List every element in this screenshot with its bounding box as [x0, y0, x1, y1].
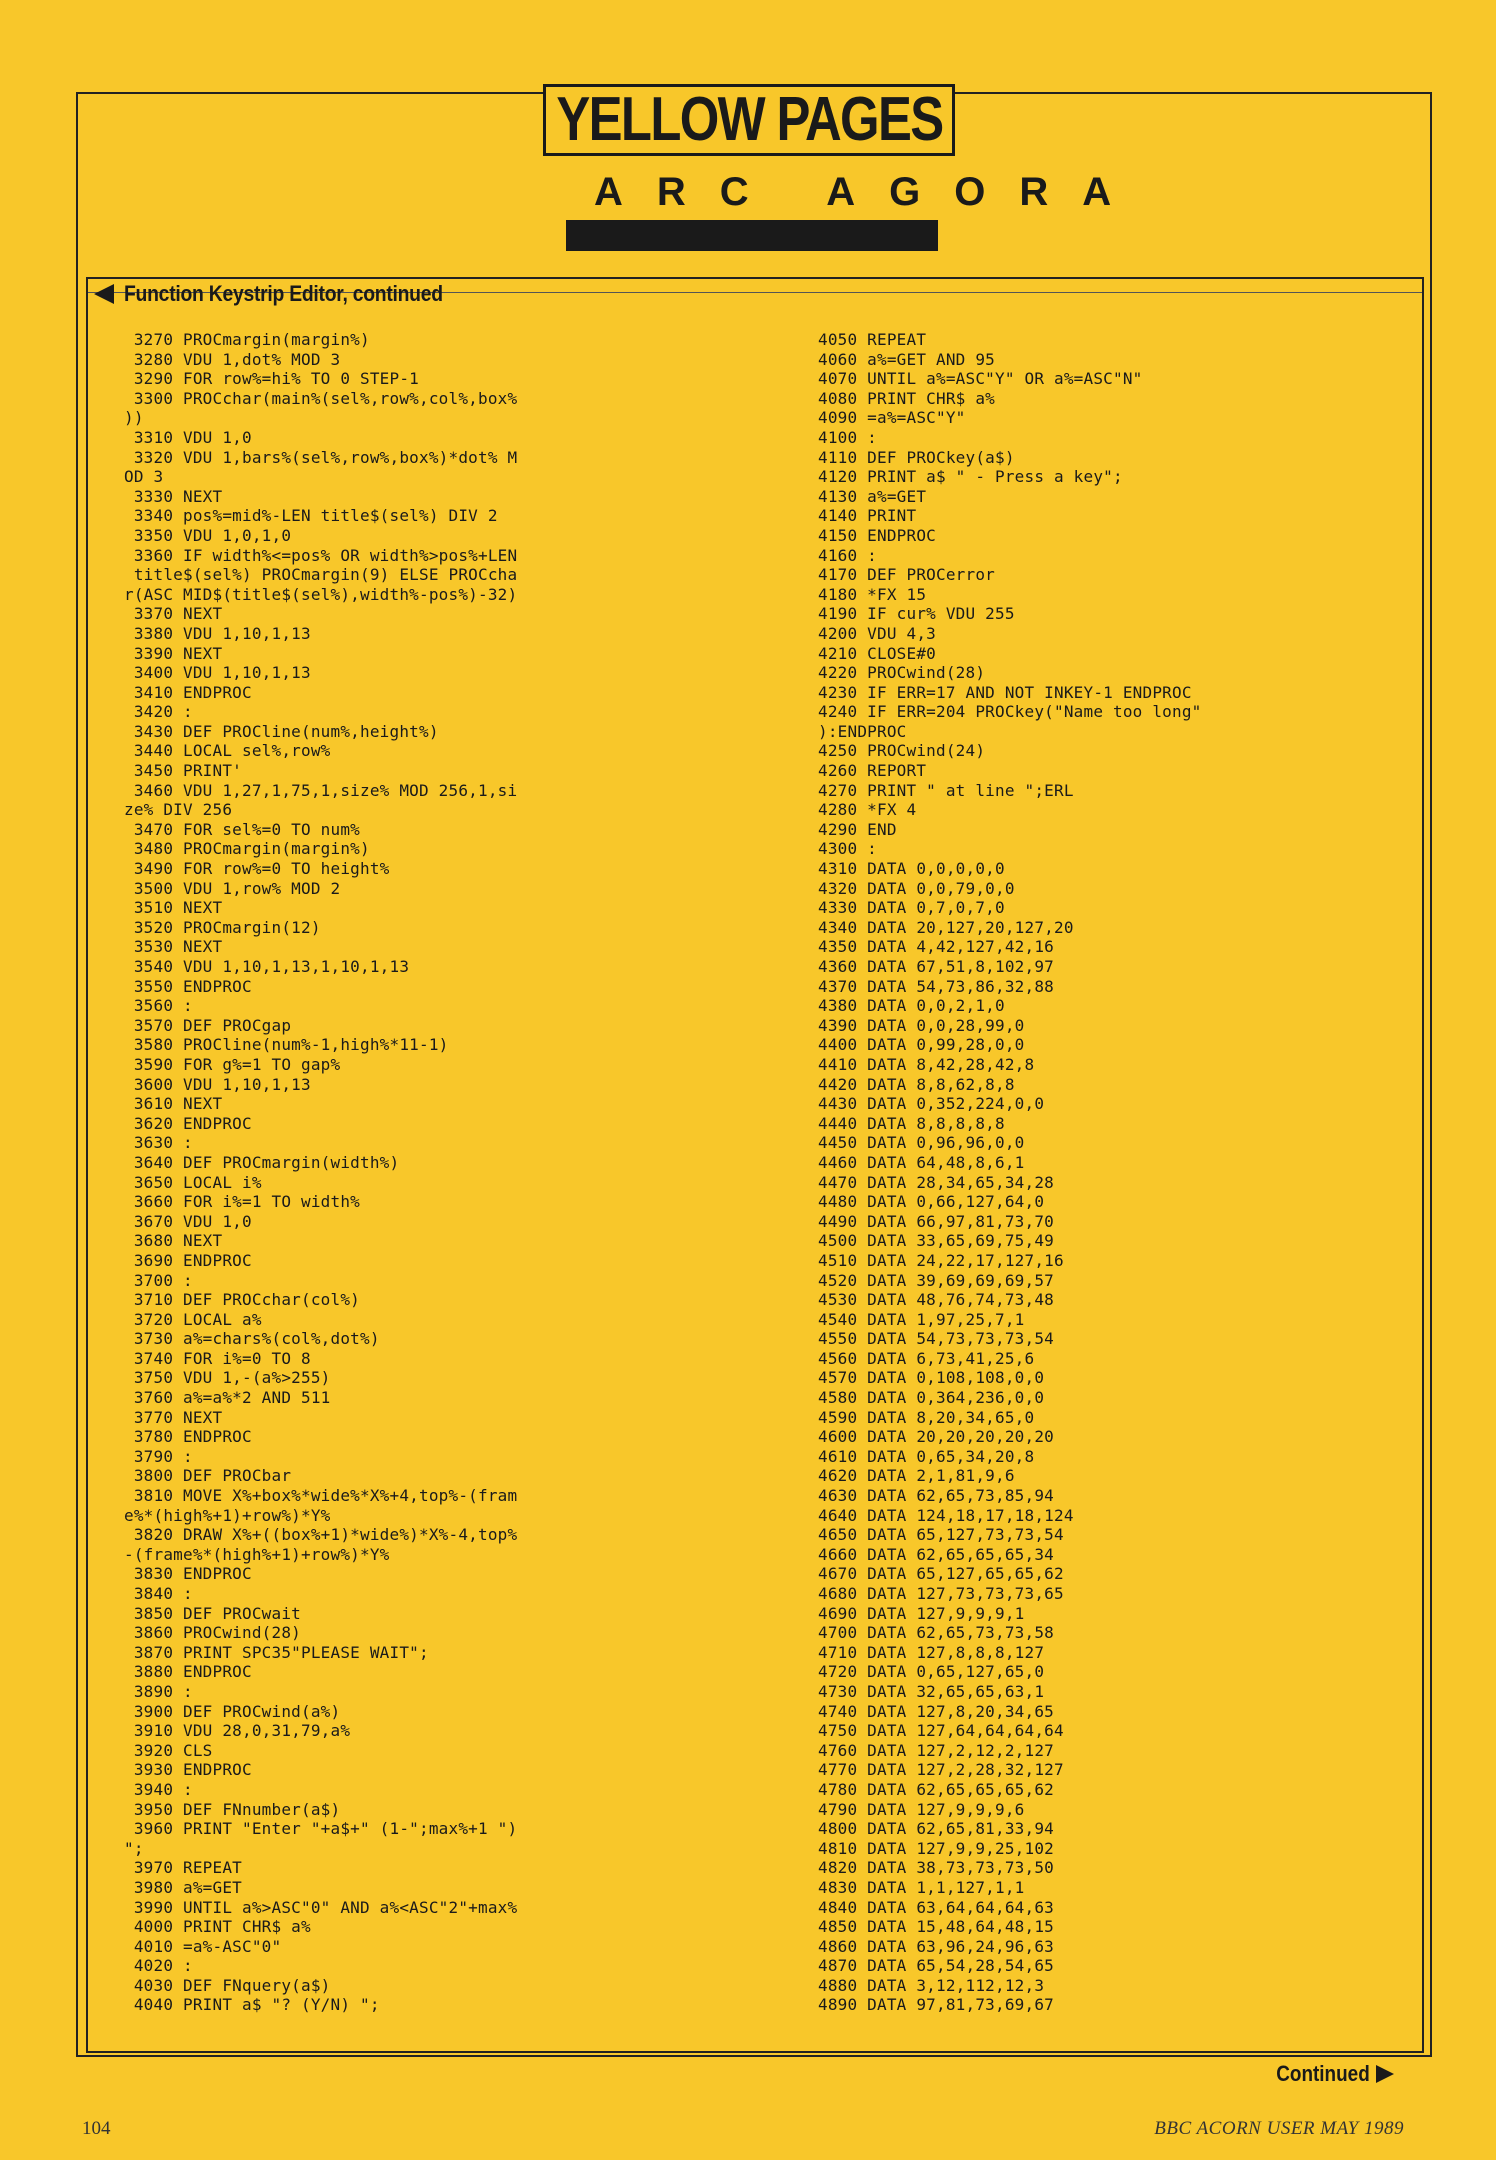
code-line: 3830 ENDPROC [124, 1564, 252, 1584]
article-header-text: Function Keystrip Editor, continued [124, 281, 443, 306]
code-line: 3690 ENDPROC [124, 1250, 252, 1270]
continued-text: Continued [1276, 2061, 1370, 2086]
code-line: 4360 DATA 67,51,8,102,97 [818, 957, 1054, 976]
code-line: 3480 PROCmargin(margin%) [124, 839, 370, 859]
code-line: 4510 DATA 24,22,17,127,16 [818, 1250, 1064, 1270]
code-listing-right [818, 330, 1328, 2015]
section-title: ARC AGORA [594, 170, 1146, 214]
code-line: 4480 DATA 0,66,127,64,0 [818, 1192, 1045, 1212]
code-line: 4160 : [818, 545, 877, 565]
code-line: 3810 MOVE X%+box%*wide%*X%+4,top%-(fram [124, 1486, 518, 1506]
code-line: 4260 REPORT [818, 761, 927, 781]
code-line: 3850 DEF PROCwait [124, 1603, 301, 1623]
article-header [94, 280, 486, 308]
code-line: 4670 DATA 65,127,65,65,62 [818, 1564, 1064, 1584]
code-line: 3500 VDU 1,row% MOD 2 [124, 878, 341, 898]
code-line: 3760 a%=a%*2 AND 511 [124, 1388, 331, 1408]
code-line: 3800 DEF PROCbar [124, 1466, 292, 1486]
code-line: 3410 ENDPROC [124, 682, 252, 702]
code-line: 4240 IF ERR=204 PROCkey("Name too long" [818, 702, 1202, 722]
code-line: 3750 VDU 1,-(a%>255) [124, 1368, 331, 1388]
code-line: 4440 DATA 8,8,8,8,8 [818, 1113, 1005, 1133]
code-line: )) [124, 408, 144, 428]
code-line: "; [124, 1838, 144, 1858]
code-line: 3390 NEXT [124, 643, 223, 663]
code-line: 3600 VDU 1,10,1,13 [124, 1074, 311, 1094]
code-line: 4150 ENDPROC [818, 525, 936, 545]
code-line: 3330 NEXT [124, 486, 223, 506]
code-line: 4680 DATA 127,73,73,73,65 [818, 1584, 1064, 1603]
code-line: 3590 FOR g%=1 TO gap% [124, 1054, 341, 1074]
code-line: 3990 UNTIL a%>ASC"0" AND a%<ASC"2"+max% [124, 1897, 518, 1917]
issue-line: BBC ACORN USER MAY 1989 [1154, 2118, 1404, 2139]
code-line: 4770 DATA 127,2,28,32,127 [818, 1760, 1064, 1780]
code-listing-left [124, 330, 644, 2015]
code-line: 3580 PROCline(num%-1,high%*11-1) [124, 1035, 449, 1055]
code-line: 3430 DEF PROCline(num%,height%) [124, 721, 439, 741]
code-line: 3570 DEF PROCgap [124, 1015, 292, 1035]
code-line: 3950 DEF FNnumber(a$) [124, 1799, 341, 1819]
code-line: 3890 : [124, 1681, 193, 1701]
code-line: 4720 DATA 0,65,127,65,0 [818, 1662, 1045, 1682]
code-line: 3610 NEXT [124, 1094, 223, 1114]
code-line: 4840 DATA 63,64,64,64,63 [818, 1897, 1054, 1917]
code-line: 4850 DATA 15,48,64,48,15 [818, 1917, 1054, 1937]
code-line: 3780 ENDPROC [124, 1427, 252, 1447]
code-line: 3910 VDU 28,0,31,79,a% [124, 1721, 351, 1741]
continued-marker [1261, 2060, 1394, 2088]
code-line: 3450 PRINT' [124, 761, 242, 781]
code-line: 4090 =a%=ASC"Y" [818, 408, 966, 428]
code-line: 3520 PROCmargin(12) [124, 917, 321, 937]
code-line: 4200 VDU 4,3 [818, 623, 936, 643]
code-line: 3400 VDU 1,10,1,13 [124, 663, 311, 683]
back-arrow-icon [94, 284, 114, 304]
code-line: 3670 VDU 1,0 [124, 1211, 252, 1231]
code-line: 4120 PRINT a$ " - Press a key"; [818, 467, 1123, 487]
code-line: -(frame%*(high%+1)+row%)*Y% [124, 1544, 390, 1564]
code-line: 4350 DATA 4,42,127,42,16 [818, 937, 1054, 957]
code-line: 4460 DATA 64,48,8,6,1 [818, 1152, 1025, 1172]
code-line: 3530 NEXT [124, 937, 223, 957]
code-line: 4030 DEF FNquery(a$) [124, 1975, 331, 1995]
code-line: 4430 DATA 0,352,224,0,0 [818, 1094, 1045, 1114]
code-line: 3960 PRINT "Enter "+a$+" (1-";max%+1 ") [124, 1819, 518, 1839]
code-line: 4330 DATA 0,7,0,7,0 [818, 898, 1005, 918]
code-line: 4140 PRINT [818, 506, 917, 526]
code-line: 4220 PROCwind(28) [818, 663, 986, 683]
code-line: 3620 ENDPROC [124, 1113, 252, 1133]
page-number: 104 [82, 2118, 111, 2139]
code-line: 4550 DATA 54,73,73,73,54 [818, 1329, 1054, 1349]
code-line: 3290 FOR row%=hi% TO 0 STEP-1 [124, 369, 419, 389]
code-line: 4250 PROCwind(24) [818, 741, 986, 761]
code-line: 4290 END [818, 819, 897, 839]
code-line: 4580 DATA 0,364,236,0,0 [818, 1388, 1045, 1408]
code-line: 4760 DATA 127,2,12,2,127 [818, 1740, 1054, 1760]
code-line: 3870 PRINT SPC35"PLEASE WAIT"; [124, 1642, 429, 1662]
code-line: 4070 UNTIL a%=ASC"Y" OR a%=ASC"N" [818, 369, 1143, 389]
code-line: 3740 FOR i%=0 TO 8 [124, 1348, 311, 1368]
code-line: 3820 DRAW X%+((box%+1)*wide%)*X%-4,top% [124, 1525, 518, 1545]
code-line: 4790 DATA 127,9,9,9,6 [818, 1799, 1025, 1819]
code-line: 4390 DATA 0,0,28,99,0 [818, 1015, 1025, 1035]
code-line: 3790 : [124, 1446, 193, 1466]
masthead-title: YELLOW PAGES [555, 85, 943, 154]
code-line: title$(sel%) PROCmargin(9) ELSE PROCcha [124, 565, 518, 585]
code-line: 4300 : [818, 839, 877, 859]
code-line: 3440 LOCAL sel%,row% [124, 741, 331, 761]
code-line: 3370 NEXT [124, 604, 223, 624]
code-line: 4810 DATA 127,9,9,25,102 [818, 1838, 1054, 1858]
code-line: 3920 CLS [124, 1740, 213, 1760]
code-line: 4270 PRINT " at line ";ERL [818, 780, 1074, 800]
code-line: 3560 : [124, 996, 193, 1016]
code-line: 4010 =a%-ASC"0" [124, 1936, 282, 1956]
code-line: 4190 IF cur% VDU 255 [818, 604, 1015, 624]
code-line: 4620 DATA 2,1,81,9,6 [818, 1466, 1015, 1486]
code-line: 3630 : [124, 1133, 193, 1153]
code-line: 4710 DATA 127,8,8,8,127 [818, 1642, 1045, 1662]
code-line: 4470 DATA 28,34,65,34,28 [818, 1172, 1054, 1192]
code-line: 4690 DATA 127,9,9,9,1 [818, 1603, 1025, 1623]
code-line: 4780 DATA 62,65,65,65,62 [818, 1779, 1054, 1799]
code-line: 4170 DEF PROCerror [818, 565, 995, 585]
code-line: 4650 DATA 65,127,73,73,54 [818, 1525, 1064, 1545]
code-line: 3270 PROCmargin(margin%) [124, 330, 370, 349]
code-line: 4110 DEF PROCkey(a$) [818, 447, 1015, 467]
code-line: 3730 a%=chars%(col%,dot%) [124, 1329, 380, 1349]
code-line: 4060 a%=GET AND 95 [818, 349, 995, 369]
code-line: ze% DIV 256 [124, 800, 233, 820]
code-line: 3710 DEF PROCchar(col%) [124, 1290, 360, 1310]
code-line: 3470 FOR sel%=0 TO num% [124, 819, 360, 839]
code-line: 4640 DATA 124,18,17,18,124 [818, 1505, 1074, 1525]
code-line: 3300 PROCchar(main%(sel%,row%,col%,box% [124, 388, 518, 408]
code-line: 4450 DATA 0,96,96,0,0 [818, 1133, 1025, 1153]
code-line: 3860 PROCwind(28) [124, 1623, 301, 1643]
code-line: 4630 DATA 62,65,73,85,94 [818, 1486, 1054, 1506]
code-line: 3660 FOR i%=1 TO width% [124, 1192, 360, 1212]
code-line: 3980 a%=GET [124, 1877, 242, 1897]
code-line: 4590 DATA 8,20,34,65,0 [818, 1407, 1035, 1427]
code-line: 4100 : [818, 427, 877, 447]
code-line: 4420 DATA 8,8,62,8,8 [818, 1074, 1015, 1094]
code-line: 3930 ENDPROC [124, 1760, 252, 1780]
code-line: 3550 ENDPROC [124, 976, 252, 996]
code-line: ):ENDPROC [818, 721, 907, 741]
code-line: 4570 DATA 0,108,108,0,0 [818, 1368, 1045, 1388]
code-line: 4080 PRINT CHR$ a% [818, 388, 995, 408]
code-line: 3650 LOCAL i% [124, 1172, 262, 1192]
code-line: 4800 DATA 62,65,81,33,94 [818, 1819, 1054, 1839]
section-bar [566, 225, 938, 251]
code-line: 3900 DEF PROCwind(a%) [124, 1701, 341, 1721]
code-line: 3540 VDU 1,10,1,13,1,10,1,13 [124, 957, 410, 976]
code-line: 4500 DATA 33,65,69,75,49 [818, 1231, 1054, 1251]
code-line: 4340 DATA 20,127,20,127,20 [818, 917, 1074, 937]
code-line: 4230 IF ERR=17 AND NOT INKEY-1 ENDPROC [818, 682, 1192, 702]
forward-arrow-icon [1376, 2065, 1394, 2083]
code-line: 4600 DATA 20,20,20,20,20 [818, 1427, 1054, 1447]
code-line: 3490 FOR row%=0 TO height% [124, 859, 390, 879]
code-line: 4820 DATA 38,73,73,73,50 [818, 1858, 1054, 1878]
code-line: 3510 NEXT [124, 898, 223, 918]
code-line: 4000 PRINT CHR$ a% [124, 1917, 311, 1937]
code-line: 4740 DATA 127,8,20,34,65 [818, 1701, 1054, 1721]
code-line: 3880 ENDPROC [124, 1662, 252, 1682]
code-line: 4530 DATA 48,76,74,73,48 [818, 1290, 1054, 1310]
code-line: 4380 DATA 0,0,2,1,0 [818, 996, 1005, 1016]
code-line: 3350 VDU 1,0,1,0 [124, 525, 292, 545]
code-line: 3700 : [124, 1270, 193, 1290]
code-line: 4870 DATA 65,54,28,54,65 [818, 1956, 1054, 1976]
code-line: 3420 : [124, 702, 193, 722]
code-line: 4410 DATA 8,42,28,42,8 [818, 1054, 1035, 1074]
code-line: 4520 DATA 39,69,69,69,57 [818, 1270, 1054, 1290]
code-line: 4400 DATA 0,99,28,0,0 [818, 1035, 1025, 1055]
code-line: 3340 pos%=mid%-LEN title$(sel%) DIV 2 [124, 506, 498, 526]
code-line: 4890 DATA 97,81,73,69,67 [818, 1995, 1054, 2015]
code-line: 4280 *FX 4 [818, 800, 917, 820]
code-line: r(ASC MID$(title$(sel%),width%-pos%)-32) [124, 584, 518, 604]
code-line: 4180 *FX 15 [818, 584, 927, 604]
code-line: 4210 CLOSE#0 [818, 643, 936, 663]
code-line: 4130 a%=GET [818, 486, 927, 506]
code-line: 4610 DATA 0,65,34,20,8 [818, 1446, 1035, 1466]
masthead-box [543, 84, 955, 156]
code-line: 3720 LOCAL a% [124, 1309, 262, 1329]
code-line: 4880 DATA 3,12,112,12,3 [818, 1975, 1045, 1995]
code-line: 4320 DATA 0,0,79,0,0 [818, 878, 1015, 898]
code-line: 4050 REPEAT [818, 330, 927, 349]
code-line: 4730 DATA 32,65,65,63,1 [818, 1681, 1045, 1701]
code-line: 3360 IF width%<=pos% OR width%>pos%+LEN [124, 545, 518, 565]
code-line: 4700 DATA 62,65,73,73,58 [818, 1623, 1054, 1643]
code-line: 4660 DATA 62,65,65,65,34 [818, 1544, 1054, 1564]
code-line: OD 3 [124, 467, 164, 487]
code-line: 3840 : [124, 1584, 193, 1603]
code-line: 4540 DATA 1,97,25,7,1 [818, 1309, 1025, 1329]
code-line: 3380 VDU 1,10,1,13 [124, 623, 311, 643]
code-line: 3310 VDU 1,0 [124, 427, 252, 447]
code-line: 4020 : [124, 1956, 193, 1976]
code-line: 3640 DEF PROCmargin(width%) [124, 1152, 400, 1172]
code-line: 4040 PRINT a$ "? (Y/N) "; [124, 1995, 380, 2015]
code-line: 4370 DATA 54,73,86,32,88 [818, 976, 1054, 996]
code-line: 4830 DATA 1,1,127,1,1 [818, 1877, 1025, 1897]
code-line: 4560 DATA 6,73,41,25,6 [818, 1348, 1035, 1368]
code-line: 3770 NEXT [124, 1407, 223, 1427]
code-line: 3460 VDU 1,27,1,75,1,size% MOD 256,1,si [124, 780, 518, 800]
code-line: 3320 VDU 1,bars%(sel%,row%,box%)*dot% M [124, 447, 518, 467]
code-line: 3680 NEXT [124, 1231, 223, 1251]
code-line: 3280 VDU 1,dot% MOD 3 [124, 349, 341, 369]
code-line: 4490 DATA 66,97,81,73,70 [818, 1211, 1054, 1231]
code-line: 3970 REPEAT [124, 1858, 242, 1878]
code-line: 4860 DATA 63,96,24,96,63 [818, 1936, 1054, 1956]
code-line: 4310 DATA 0,0,0,0,0 [818, 859, 1005, 879]
code-line: 3940 : [124, 1779, 193, 1799]
code-line: 4750 DATA 127,64,64,64,64 [818, 1721, 1064, 1741]
code-line: e%*(high%+1)+row%)*Y% [124, 1505, 331, 1525]
